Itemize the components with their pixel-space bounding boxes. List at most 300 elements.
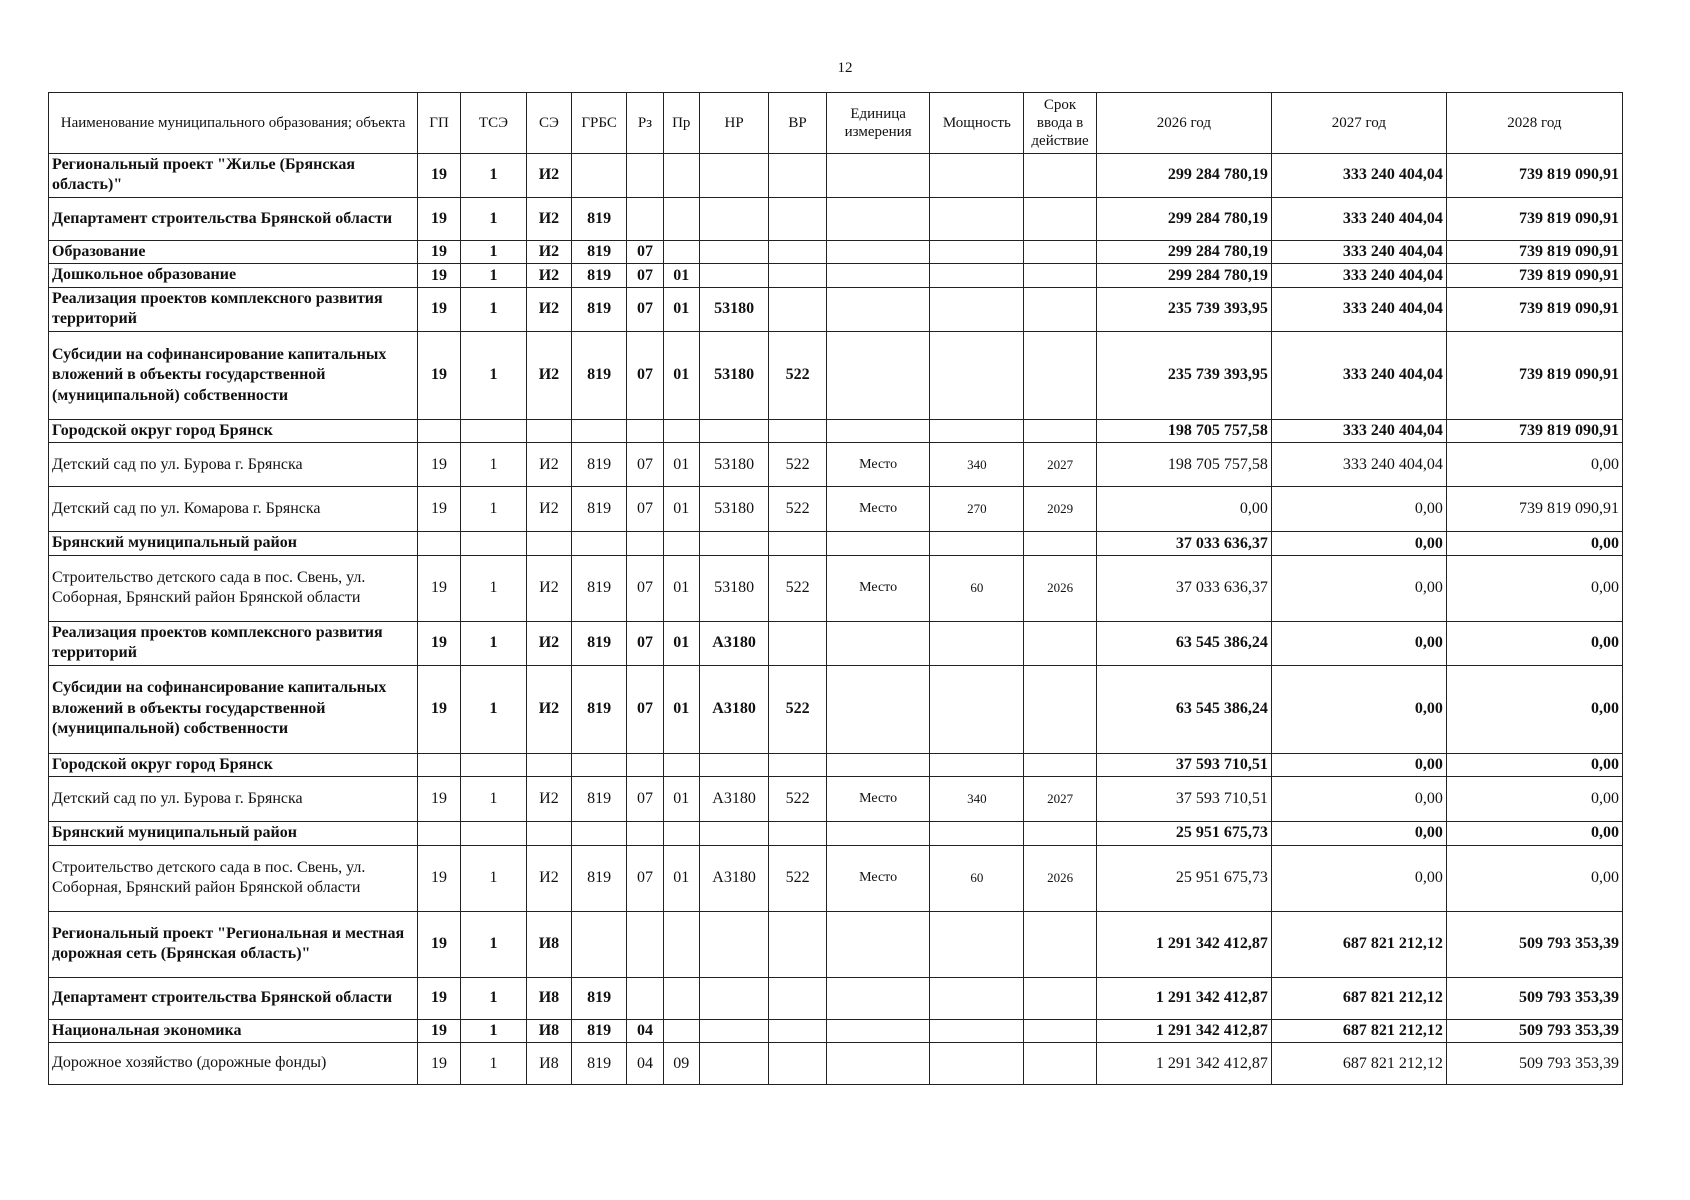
cell-nr: 53180 [699,487,768,532]
cell-tse: 1 [460,665,526,753]
cell-se: И2 [527,287,572,331]
cell-name: Региональный проект "Жилье (Брянская область)" [49,154,418,198]
cell-capacity: 60 [930,555,1024,621]
cell-gp: 19 [418,665,461,753]
cell-amount-2028: 0,00 [1446,532,1622,555]
cell-amount-2028: 0,00 [1446,822,1622,845]
cell-gp: 19 [418,443,461,487]
cell-amount-2026: 1 291 342 412,87 [1096,911,1271,977]
cell-pr: 01 [663,621,699,665]
cell-amount-2027: 333 240 404,04 [1271,331,1446,419]
cell-rz: 07 [627,264,663,287]
cell-unit [826,197,930,240]
cell-amount-2027: 333 240 404,04 [1271,419,1446,442]
cell-tse [460,419,526,442]
cell-tse: 1 [460,287,526,331]
cell-vr [769,197,827,240]
cell-amount-2028: 739 819 090,91 [1446,197,1622,240]
cell-amount-2027: 0,00 [1271,532,1446,555]
cell-unit: Место [826,443,930,487]
header-gp: ГП [418,93,461,154]
cell-pr [663,154,699,198]
cell-amount-2028: 509 793 353,39 [1446,1019,1622,1042]
cell-pr: 09 [663,1043,699,1085]
cell-name: Реализация проектов комплексного развития территорий [49,287,418,331]
cell-gp: 19 [418,1019,461,1042]
cell-grbs: 819 [571,331,626,419]
cell-amount-2026: 198 705 757,58 [1096,419,1271,442]
cell-capacity [930,532,1024,555]
cell-vr: 522 [769,331,827,419]
cell-grbs: 819 [571,1019,626,1042]
cell-capacity: 340 [930,777,1024,822]
cell-capacity [930,822,1024,845]
cell-name: Субсидии на софинансирование капитальных вложений в объекты государственной (муниципальной) собственности [49,331,418,419]
cell-amount-2027: 687 821 212,12 [1271,1019,1446,1042]
cell-commission-year [1024,822,1097,845]
cell-amount-2028: 0,00 [1446,621,1622,665]
cell-amount-2026: 25 951 675,73 [1096,845,1271,911]
cell-tse: 1 [460,977,526,1019]
cell-se [527,822,572,845]
cell-tse: 1 [460,154,526,198]
table-row [49,822,1623,845]
cell-gp: 19 [418,264,461,287]
header-vr: ВР [769,93,827,154]
cell-tse: 1 [460,555,526,621]
cell-capacity [930,331,1024,419]
cell-grbs: 819 [571,487,626,532]
cell-name: Строительство детского сада в пос. Свень, ул. Соборная, Брянский район Брянской области [49,555,418,621]
cell-se: И2 [527,264,572,287]
cell-pr [663,532,699,555]
cell-amount-2026: 0,00 [1096,487,1271,532]
cell-amount-2027: 333 240 404,04 [1271,240,1446,263]
cell-gp: 19 [418,621,461,665]
cell-vr [769,977,827,1019]
cell-amount-2027: 0,00 [1271,822,1446,845]
header-pr: Пр [663,93,699,154]
cell-nr [699,822,768,845]
cell-commission-year: 2027 [1024,443,1097,487]
cell-amount-2026: 299 284 780,19 [1096,154,1271,198]
table-row [49,532,1623,555]
cell-vr [769,240,827,263]
cell-tse [460,753,526,776]
cell-commission-year [1024,532,1097,555]
cell-gp: 19 [418,777,461,822]
table-row [49,287,1623,331]
header-grbs: ГРБС [571,93,626,154]
cell-amount-2027: 0,00 [1271,665,1446,753]
cell-se: И8 [527,911,572,977]
cell-amount-2027: 333 240 404,04 [1271,443,1446,487]
cell-pr: 01 [663,331,699,419]
cell-nr [699,240,768,263]
cell-grbs [571,911,626,977]
cell-name: Субсидии на софинансирование капитальных вложений в объекты государственной (муниципальной) собственности [49,665,418,753]
cell-nr [699,264,768,287]
cell-rz: 07 [627,443,663,487]
cell-capacity [930,154,1024,198]
cell-nr: А3180 [699,665,768,753]
cell-capacity [930,1043,1024,1085]
cell-grbs: 819 [571,287,626,331]
cell-vr: 522 [769,443,827,487]
cell-grbs: 819 [571,665,626,753]
cell-amount-2026: 198 705 757,58 [1096,443,1271,487]
table-row [49,1019,1623,1042]
header-2027: 2027 год [1271,93,1446,154]
cell-amount-2028: 739 819 090,91 [1446,154,1622,198]
cell-name: Детский сад по ул. Бурова г. Брянска [49,443,418,487]
cell-commission-year [1024,665,1097,753]
cell-pr [663,419,699,442]
cell-commission-year [1024,197,1097,240]
cell-name: Дошкольное образование [49,264,418,287]
cell-amount-2027: 687 821 212,12 [1271,911,1446,977]
cell-amount-2028: 0,00 [1446,845,1622,911]
cell-capacity [930,419,1024,442]
cell-name: Региональный проект "Региональная и местная дорожная сеть (Брянская область)" [49,911,418,977]
cell-capacity [930,1019,1024,1042]
cell-amount-2028: 739 819 090,91 [1446,240,1622,263]
cell-gp [418,753,461,776]
cell-amount-2028: 0,00 [1446,753,1622,776]
header-2026: 2026 год [1096,93,1271,154]
cell-unit [826,753,930,776]
cell-vr [769,621,827,665]
cell-nr: А3180 [699,777,768,822]
cell-vr [769,1019,827,1042]
cell-gp: 19 [418,977,461,1019]
cell-nr [699,1043,768,1085]
cell-commission-year: 2026 [1024,845,1097,911]
cell-unit [826,822,930,845]
cell-tse: 1 [460,845,526,911]
cell-se: И2 [527,487,572,532]
table-row [49,264,1623,287]
cell-grbs [571,154,626,198]
cell-nr: 53180 [699,443,768,487]
cell-nr [699,154,768,198]
cell-grbs: 819 [571,621,626,665]
cell-grbs: 819 [571,777,626,822]
cell-commission-year [1024,1043,1097,1085]
cell-se: И2 [527,845,572,911]
cell-grbs: 819 [571,977,626,1019]
cell-amount-2026: 235 739 393,95 [1096,331,1271,419]
cell-commission-year: 2026 [1024,555,1097,621]
cell-gp: 19 [418,555,461,621]
cell-amount-2026: 37 593 710,51 [1096,753,1271,776]
cell-rz: 07 [627,287,663,331]
cell-capacity [930,753,1024,776]
cell-se: И2 [527,443,572,487]
cell-grbs: 819 [571,555,626,621]
table-row [49,1043,1623,1085]
cell-vr [769,264,827,287]
cell-pr: 01 [663,264,699,287]
cell-tse [460,532,526,555]
header-nr: НР [699,93,768,154]
table-row [49,621,1623,665]
cell-nr: 53180 [699,287,768,331]
cell-pr [663,977,699,1019]
cell-se: И2 [527,197,572,240]
table-row [49,911,1623,977]
cell-vr: 522 [769,555,827,621]
cell-se [527,419,572,442]
cell-amount-2027: 0,00 [1271,621,1446,665]
cell-amount-2027: 687 821 212,12 [1271,977,1446,1019]
cell-se: И2 [527,555,572,621]
cell-rz: 07 [627,487,663,532]
cell-rz [627,822,663,845]
cell-name: Образование [49,240,418,263]
cell-tse: 1 [460,197,526,240]
cell-name: Брянский муниципальный район [49,822,418,845]
cell-amount-2026: 235 739 393,95 [1096,287,1271,331]
cell-pr: 01 [663,555,699,621]
cell-unit: Место [826,777,930,822]
cell-rz: 07 [627,331,663,419]
cell-unit [826,1043,930,1085]
cell-se: И2 [527,621,572,665]
cell-amount-2028: 509 793 353,39 [1446,977,1622,1019]
table-row [49,977,1623,1019]
cell-unit: Место [826,555,930,621]
cell-grbs: 819 [571,845,626,911]
cell-vr [769,822,827,845]
cell-grbs [571,419,626,442]
cell-unit [826,240,930,263]
cell-capacity [930,665,1024,753]
cell-commission-year [1024,287,1097,331]
cell-amount-2026: 37 033 636,37 [1096,532,1271,555]
cell-name: Городской округ город Брянск [49,419,418,442]
cell-rz [627,977,663,1019]
cell-name: Национальная экономика [49,1019,418,1042]
table-row [49,753,1623,776]
table-row [49,443,1623,487]
cell-grbs: 819 [571,240,626,263]
cell-nr: 53180 [699,331,768,419]
cell-nr [699,1019,768,1042]
cell-vr [769,532,827,555]
cell-name: Брянский муниципальный район [49,532,418,555]
cell-gp: 19 [418,197,461,240]
cell-tse: 1 [460,777,526,822]
cell-commission-year [1024,264,1097,287]
cell-amount-2028: 739 819 090,91 [1446,264,1622,287]
cell-commission-year [1024,331,1097,419]
cell-capacity [930,621,1024,665]
cell-vr [769,911,827,977]
cell-amount-2028: 0,00 [1446,443,1622,487]
header-tse: ТСЭ [460,93,526,154]
cell-amount-2027: 0,00 [1271,845,1446,911]
cell-commission-year [1024,1019,1097,1042]
cell-name: Реализация проектов комплексного развития территорий [49,621,418,665]
table-row [49,555,1623,621]
cell-amount-2026: 37 593 710,51 [1096,777,1271,822]
cell-unit [826,532,930,555]
header-capacity: Мощность [930,93,1024,154]
table-row [49,419,1623,442]
cell-commission-year: 2027 [1024,777,1097,822]
cell-amount-2027: 0,00 [1271,487,1446,532]
cell-unit [826,977,930,1019]
cell-unit [826,331,930,419]
cell-vr: 522 [769,487,827,532]
cell-tse: 1 [460,1019,526,1042]
cell-name: Городской округ город Брянск [49,753,418,776]
cell-commission-year [1024,154,1097,198]
cell-unit: Место [826,487,930,532]
cell-grbs: 819 [571,443,626,487]
cell-nr [699,753,768,776]
cell-gp [418,822,461,845]
cell-pr [663,240,699,263]
cell-commission-year [1024,911,1097,977]
cell-rz [627,532,663,555]
cell-amount-2026: 63 545 386,24 [1096,621,1271,665]
cell-grbs: 819 [571,264,626,287]
table-row [49,197,1623,240]
cell-gp: 19 [418,240,461,263]
cell-capacity [930,911,1024,977]
cell-capacity: 340 [930,443,1024,487]
cell-gp: 19 [418,911,461,977]
cell-amount-2026: 63 545 386,24 [1096,665,1271,753]
cell-unit [826,264,930,287]
cell-pr [663,197,699,240]
cell-tse: 1 [460,264,526,287]
cell-amount-2027: 0,00 [1271,753,1446,776]
cell-pr [663,822,699,845]
cell-tse [460,822,526,845]
cell-se: И2 [527,331,572,419]
cell-pr [663,753,699,776]
cell-rz [627,197,663,240]
cell-capacity [930,287,1024,331]
cell-tse: 1 [460,487,526,532]
table-row [49,331,1623,419]
cell-gp: 19 [418,845,461,911]
cell-amount-2027: 333 240 404,04 [1271,197,1446,240]
cell-vr: 522 [769,665,827,753]
cell-vr [769,419,827,442]
cell-pr [663,911,699,977]
header-2028: 2028 год [1446,93,1622,154]
cell-unit: Место [826,845,930,911]
header-unit: Единица измерения [826,93,930,154]
page-number: 12 [837,60,853,76]
cell-vr [769,154,827,198]
cell-rz: 04 [627,1019,663,1042]
cell-amount-2027: 0,00 [1271,555,1446,621]
cell-tse: 1 [460,331,526,419]
cell-unit [826,419,930,442]
cell-amount-2026: 25 951 675,73 [1096,822,1271,845]
cell-rz [627,753,663,776]
cell-gp [418,532,461,555]
cell-pr: 01 [663,845,699,911]
cell-commission-year [1024,240,1097,263]
cell-commission-year [1024,977,1097,1019]
cell-unit [826,287,930,331]
table-header-row [49,93,1623,154]
cell-unit [826,621,930,665]
cell-vr [769,287,827,331]
cell-amount-2028: 739 819 090,91 [1446,287,1622,331]
cell-amount-2026: 1 291 342 412,87 [1096,1019,1271,1042]
cell-amount-2028: 509 793 353,39 [1446,1043,1622,1085]
cell-se: И8 [527,977,572,1019]
cell-tse: 1 [460,1043,526,1085]
cell-name: Департамент строительства Брянской области [49,197,418,240]
cell-gp: 19 [418,287,461,331]
cell-grbs: 819 [571,197,626,240]
budget-table [48,92,1623,1085]
cell-rz: 07 [627,621,663,665]
table-row [49,487,1623,532]
table-row [49,665,1623,753]
cell-se: И8 [527,1019,572,1042]
cell-vr [769,1043,827,1085]
cell-commission-year [1024,753,1097,776]
header-se: СЭ [527,93,572,154]
cell-commission-year: 2029 [1024,487,1097,532]
cell-se: И2 [527,154,572,198]
cell-amount-2026: 299 284 780,19 [1096,264,1271,287]
cell-gp: 19 [418,487,461,532]
cell-nr [699,911,768,977]
cell-nr: 53180 [699,555,768,621]
cell-unit [826,1019,930,1042]
cell-pr: 01 [663,777,699,822]
cell-rz: 07 [627,240,663,263]
cell-amount-2026: 1 291 342 412,87 [1096,1043,1271,1085]
table-row [49,777,1623,822]
cell-gp: 19 [418,331,461,419]
cell-tse: 1 [460,621,526,665]
cell-unit [826,154,930,198]
header-name: Наименование муниципального образования; объекта [49,93,418,154]
cell-amount-2026: 37 033 636,37 [1096,555,1271,621]
cell-pr: 01 [663,487,699,532]
cell-name: Детский сад по ул. Бурова г. Брянска [49,777,418,822]
cell-grbs [571,532,626,555]
cell-gp: 19 [418,154,461,198]
cell-rz: 07 [627,555,663,621]
cell-rz: 04 [627,1043,663,1085]
cell-rz [627,911,663,977]
cell-pr: 01 [663,443,699,487]
cell-se: И2 [527,240,572,263]
cell-rz [627,154,663,198]
cell-se [527,532,572,555]
cell-amount-2028: 739 819 090,91 [1446,419,1622,442]
cell-amount-2026: 1 291 342 412,87 [1096,977,1271,1019]
cell-capacity: 270 [930,487,1024,532]
cell-rz: 07 [627,665,663,753]
cell-nr [699,419,768,442]
cell-se: И8 [527,1043,572,1085]
cell-capacity [930,977,1024,1019]
cell-unit [826,911,930,977]
